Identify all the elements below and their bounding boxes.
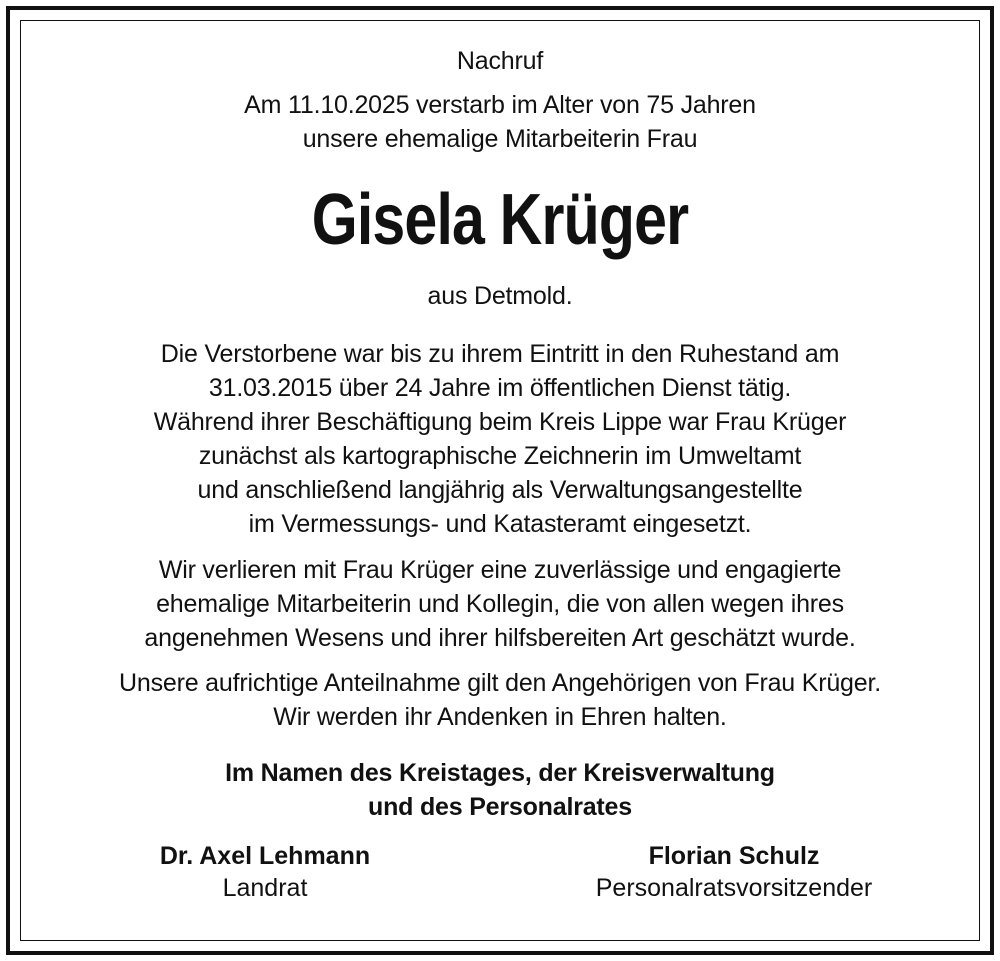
signatory-name: Dr. Axel Lehmann — [159, 842, 371, 870]
paragraph1-line-6: im Vermessungs- und Katasteramt eingesetzt. — [248, 510, 752, 538]
signatory-name: Florian Schulz — [648, 842, 820, 870]
signatory-title: Landrat — [222, 874, 308, 902]
paragraph1-line-4: zunächst als kartographische Zeichnerin im Umweltamt — [198, 442, 802, 470]
paragraph2-line-1: Wir verlieren mit Frau Krüger eine zuverlässige und engagierte — [158, 556, 842, 584]
notice-heading: Nachruf — [456, 47, 544, 75]
signatory-title: Personalratsvorsitzender — [595, 874, 873, 902]
paragraph1-line-2: 31.03.2015 über 24 Jahre im öffentlichen Dienst tätig. — [208, 374, 792, 402]
deceased-name: Gisela Krüger — [311, 180, 689, 260]
paragraph3-line-1: Unsere aufrichtige Anteilnahme gilt den Angehörigen von Frau Krüger. — [119, 669, 881, 697]
intro-line-2: unsere ehemalige Mitarbeiterin Frau — [302, 125, 698, 153]
paragraph1-line-3: Während ihrer Beschäftigung beim Kreis Lippe war Frau Krüger — [153, 408, 847, 436]
on-behalf-line-1: Im Namen des Kreistages, der Kreisverwaltung — [225, 759, 775, 787]
paragraph2-line-3: angenehmen Wesens und ihrer hilfsbereiten Art geschätzt wurde. — [144, 624, 856, 652]
intro-line-1: Am 11.10.2025 verstarb im Alter von 75 Jahren — [244, 91, 756, 119]
paragraph2-line-2: ehemalige Mitarbeiterin und Kollegin, die von allen wegen ihres — [156, 590, 844, 618]
paragraph3-line-2: Wir werden ihr Andenken in Ehren halten. — [273, 703, 727, 731]
origin-line: aus Detmold. — [427, 282, 573, 310]
on-behalf-line-2: und des Personalrates — [368, 793, 632, 821]
paragraph1-line-5: und anschließend langjährig als Verwaltungsangestellte — [197, 476, 803, 504]
paragraph1-line-1: Die Verstorbene war bis zu ihrem Eintritt in den Ruhestand am — [160, 340, 840, 368]
